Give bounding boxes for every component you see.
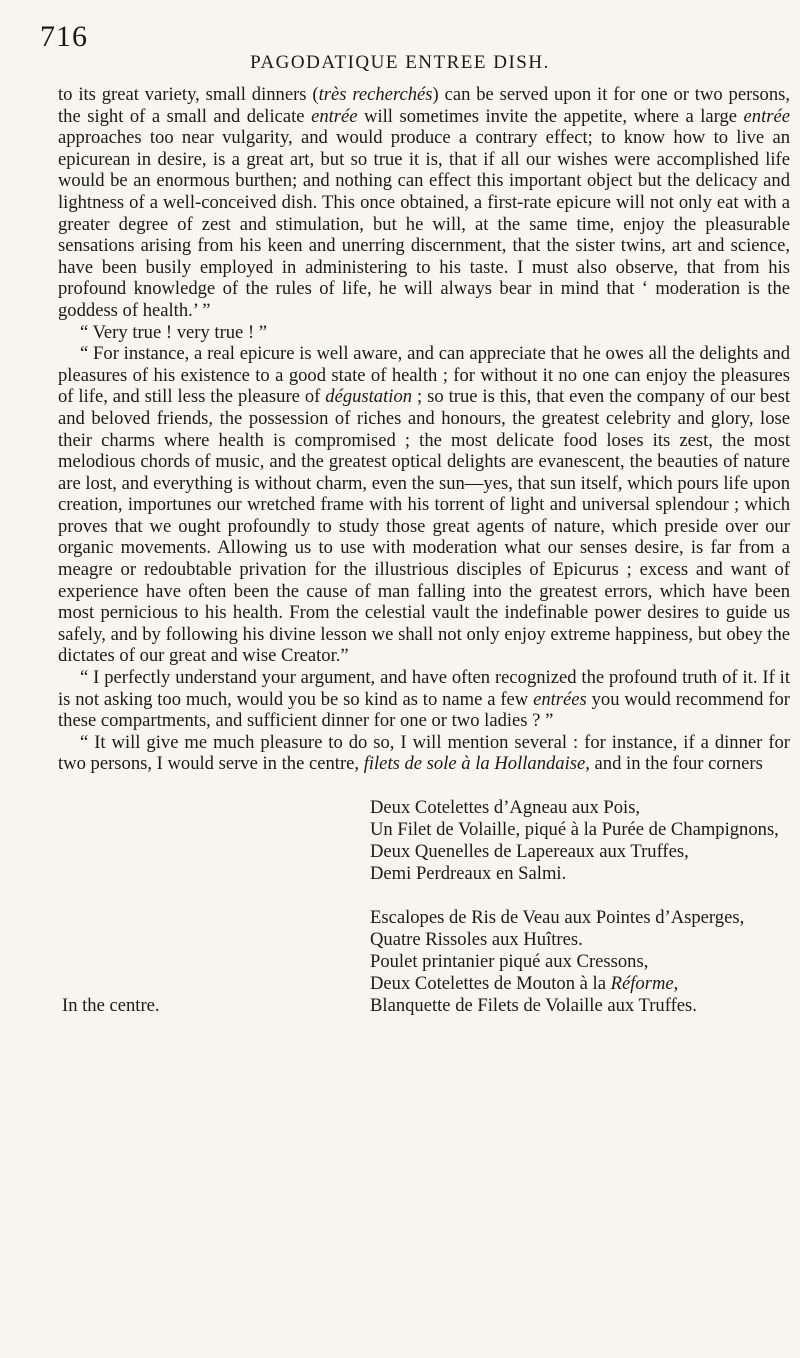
menu-item: Demi Perdreaux en Salmi. [370,863,567,884]
running-title: PAGODATIQUE ENTREE DISH. [250,52,550,73]
menu-item: Deux Quenelles de Lapereaux aux Truffes, [370,841,689,862]
corner-dishes-list [58,797,790,885]
italic-text: filets de sole à la Hollandaise, [363,753,590,775]
italic-text: entrée [311,105,358,127]
italic-text: très recherchés [318,84,433,105]
page-number: 716 [40,20,88,53]
centre-label: In the centre. [62,995,160,1016]
paragraph: “ For instance, a real epicure is well aware, and can appreciate that he owes all the delights and pleasures of his existence to a good state of health ; for without it no one can enjoy the pleasures of life, and still less the pleasure of dégustation ; so true is this, that even the company of our best and beloved friends, the possession of riches and honours, the greatest celebrity and glory, lose their charms where health is compromised ; the most delicate food loses its zest, the most melodious chords of music, and the greatest optical delights are evanescent, the beauties of nature are lost, and everything is without charm, even the sun—yes, that sun itself, which pours life upon creation, importunes our wretched frame with his torrent of light and universal splendour ; which proves that we ought profoundly to study those great agents of nature, which preside over our organic movements. Allowing us to use with moderation what our senses desire, is far from a meagre or redoubtable privation for the illustrious disciples of Epicurus ; excess and want of experience have often been the cause of man falling into the greatest errors, which have been most pernicious to his health. From the celestial vault the indefinable power desires to guide us safely, and by following his divine lesson we shall not only enjoy extreme happiness, but obey the dictates of our great and wise Creator.” [58,343,790,667]
menu-item: Deux Cotelettes d’Agneau aux Pois, [370,797,641,818]
italic-text: Réforme [610,973,674,994]
paragraph: “ It will give me much pleasure to do so, I will mention several : for instance, if a dinner for two persons, I would serve in the centre, filets de sole à la Hollandaise, and in the four corners [58,731,790,775]
menu-item: Quatre Rissoles aux Huîtres. [370,929,583,950]
menu-item: Un Filet de Volaille, piqué à la Purée de Champignons, [370,819,779,840]
menu-item: Blanquette de Filets de Volaille aux Truffes. [370,995,697,1016]
italic-text: dégustation [325,386,413,408]
centre-dishes-list [58,907,790,1017]
menu-item: Escalopes de Ris de Veau aux Pointes d’Asperges, [370,907,745,928]
menu-item: Poulet printanier piqué aux Cressons, [370,951,649,972]
menu-item: Deux Cotelettes de Mouton à la Réforme, [370,973,679,994]
paragraph: to its great variety, small dinners (très recherchés) can be served upon it for one or two persons, the sight of a small and delicate entrée will sometimes invite the appetite, where a large entrée approaches too near vulgarity, and would produce a contrary effect; to know how to live an epicurean in desire, is a great art, but so true it is, that if all our wishes were accomplished life would be an enormous burthen; and nothing can effect this important object but the delicacy and lightness of a well-conceived dish. This once obtained, a first-rate epicure will not only eat with a greater degree of zest and stimulation, but he will, at the same time, enjoy the pleasurable sensations arising from his keen and unerring discernment, that the sister twins, art and science, have been busily employed in administering to his taste. I must also observe, that from his profound knowledge of the rules of life, he will always bear in mind that ‘ moderation is the goddess of health.’ ” [58,84,791,321]
italic-text: entrée [743,105,791,127]
paragraph: “ Very true ! very true ! ” [80,321,268,343]
page-body [58,84,790,1017]
paragraph: “ I perfectly understand your argument, and have often recognized the profound truth of it. If it is not asking too much, would you be so kind as to name a few entrées you would recommend for these compartments, and sufficient dinner for one or two ladies ? ” [58,667,790,732]
italic-text: entrées [533,688,587,710]
